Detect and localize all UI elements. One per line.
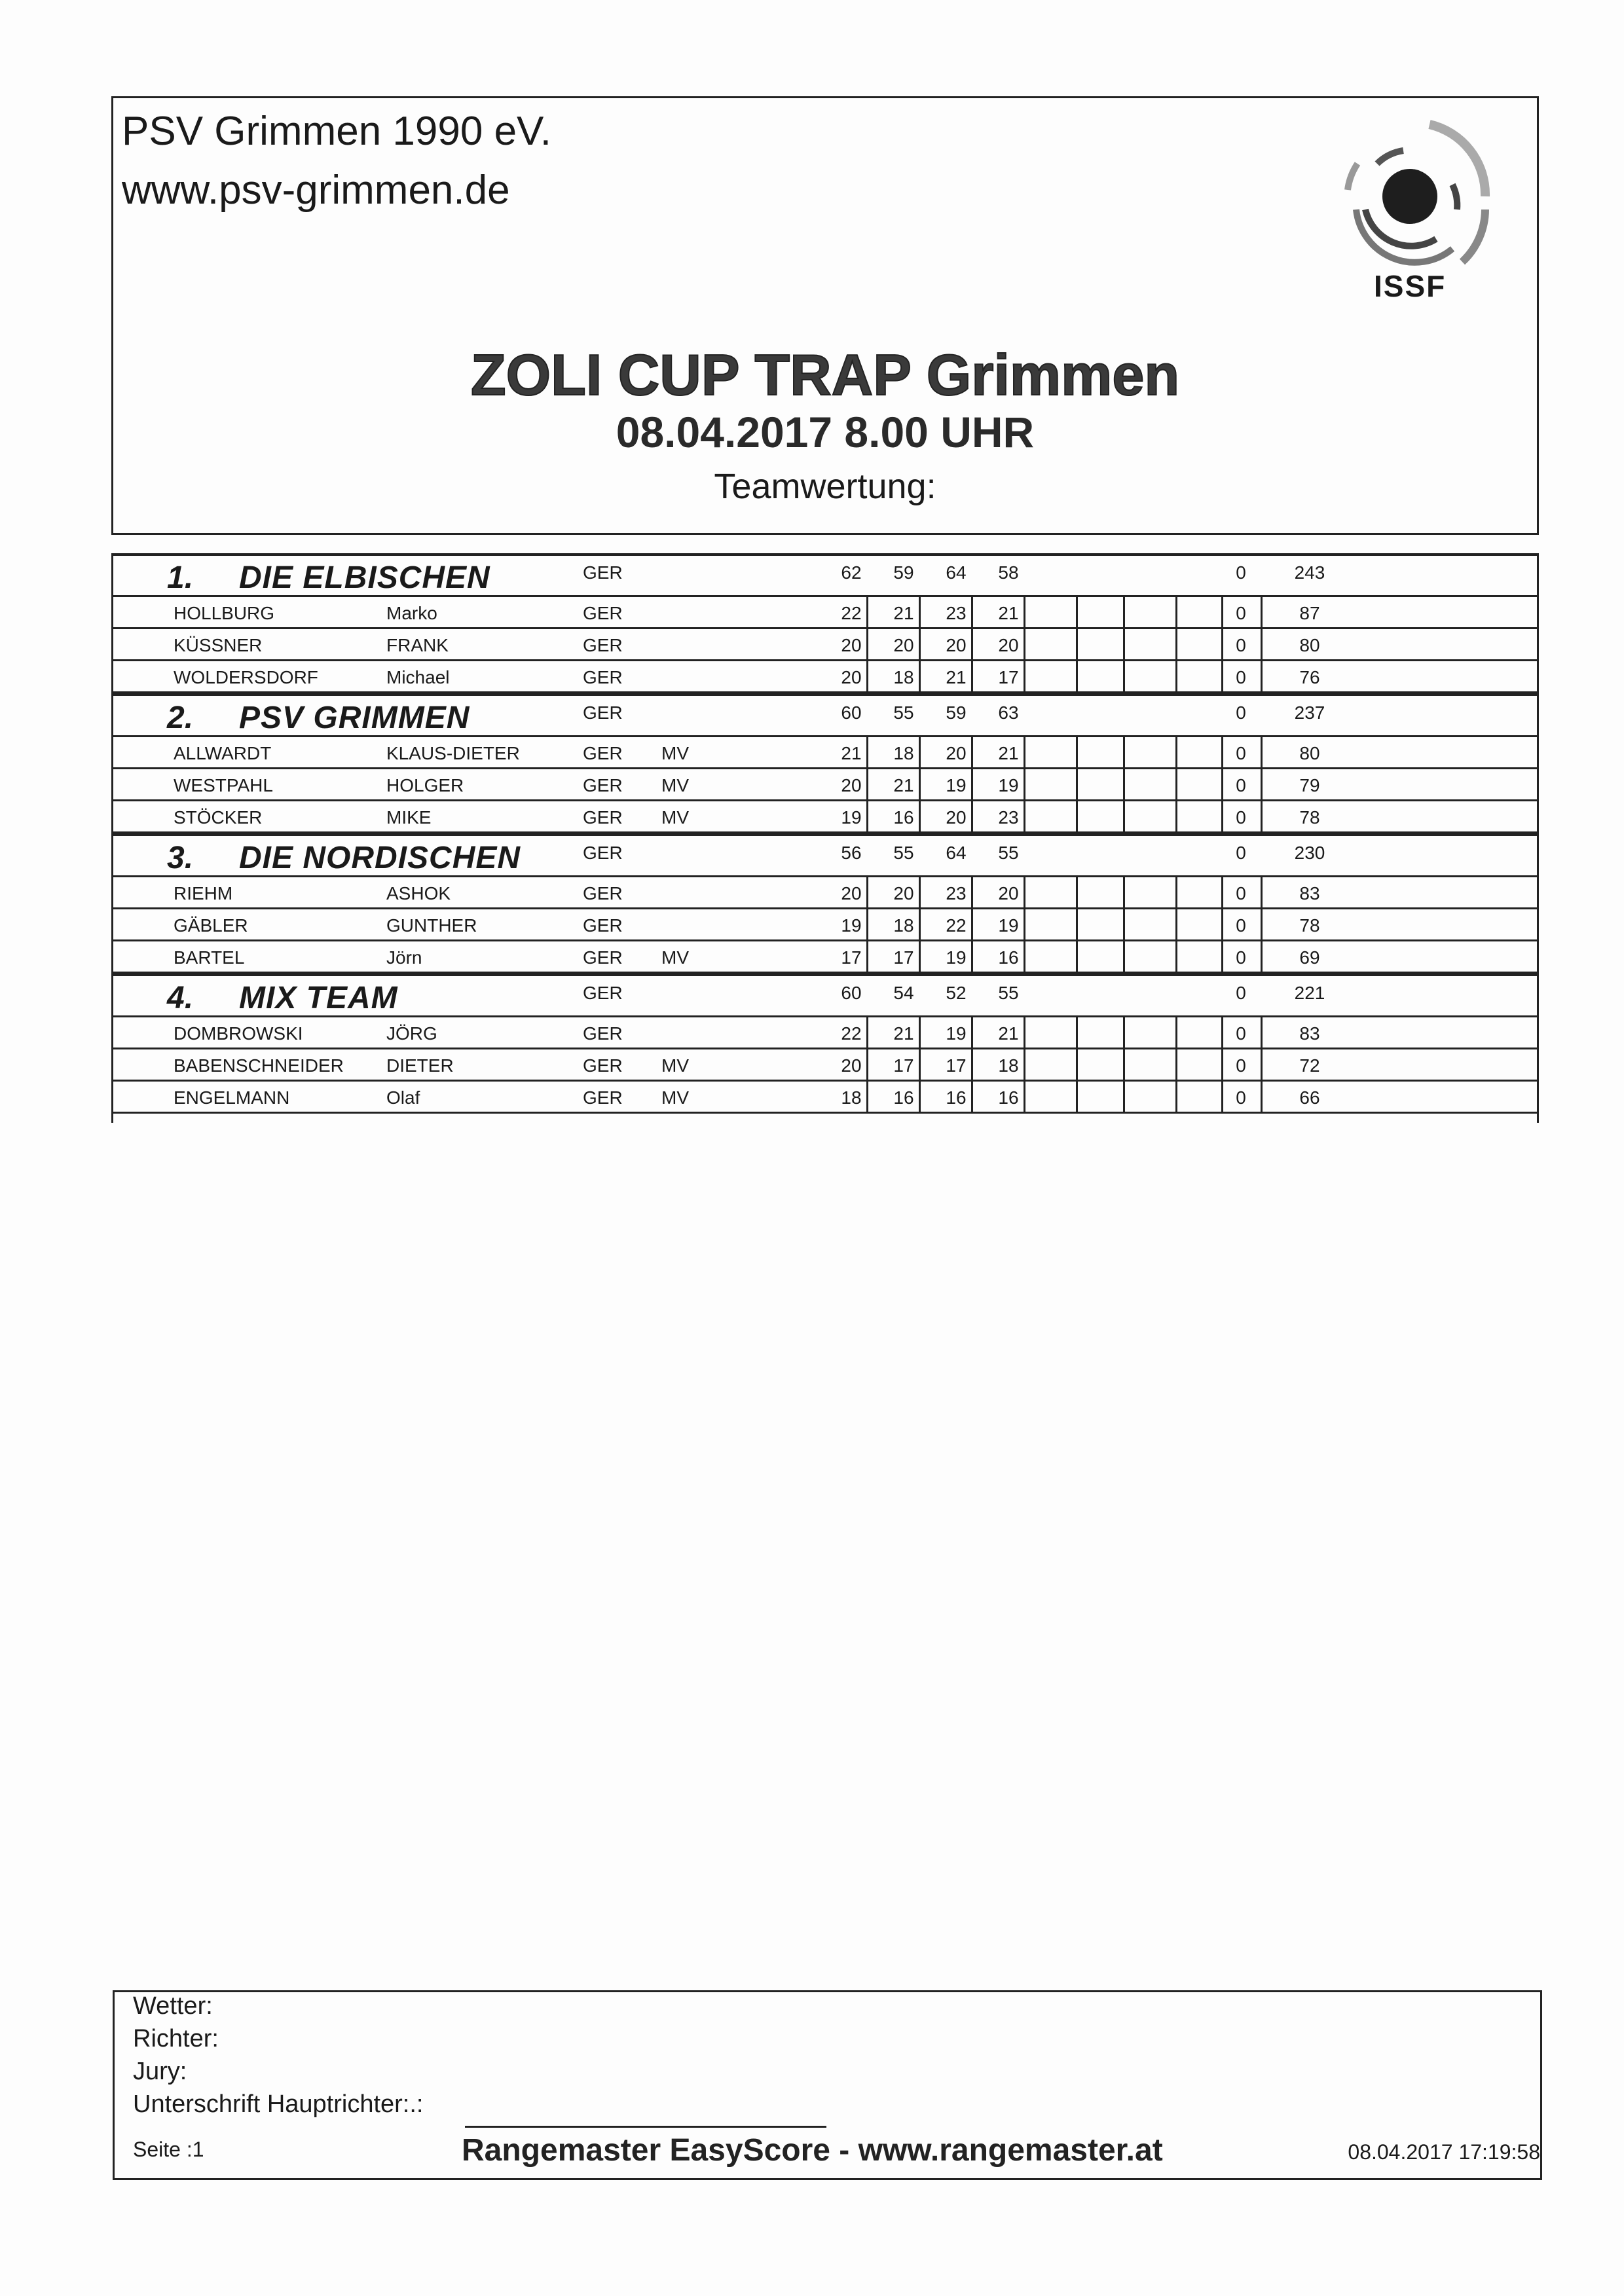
member-extra-score: 0 — [1236, 915, 1246, 936]
member-row — [111, 661, 1539, 693]
team-extra-score: 0 — [1236, 702, 1246, 723]
issf-logo-icon — [1338, 111, 1502, 282]
team-name: PSV GRIMMEN — [239, 701, 470, 735]
member-nation: GER — [583, 1023, 623, 1044]
member-row — [111, 1049, 1539, 1082]
grid-divider — [1221, 1017, 1223, 1048]
member-series-score: 21 — [998, 743, 1019, 763]
grid-divider — [919, 737, 921, 767]
team-row — [111, 833, 1539, 877]
member-first-name: DIETER — [386, 1055, 454, 1076]
member-series-score: 21 — [998, 603, 1019, 623]
member-extra-score: 0 — [1236, 743, 1246, 763]
member-series-score: 22 — [946, 915, 967, 936]
member-series-score: 17 — [893, 1055, 914, 1076]
team-series-score: 55 — [998, 843, 1019, 863]
member-last-name: WESTPAHL — [174, 775, 273, 795]
event-title: ZOLI CUP TRAP Grimmen — [470, 342, 1180, 407]
grid-divider — [866, 941, 868, 972]
grid-divider — [971, 629, 973, 659]
grid-divider — [1221, 1049, 1223, 1080]
member-first-name: KLAUS-DIETER — [386, 743, 520, 763]
member-total: 78 — [1299, 915, 1320, 936]
member-last-name: GÄBLER — [174, 915, 248, 936]
team-series-score: 55 — [893, 702, 914, 723]
grid-divider — [1175, 769, 1177, 799]
grid-divider — [866, 877, 868, 907]
page-number: Seite :1 — [133, 2138, 204, 2161]
member-nation: GER — [583, 667, 623, 687]
grid-divider — [1261, 877, 1263, 907]
member-series-score: 23 — [998, 807, 1019, 828]
grid-divider — [919, 909, 921, 939]
event-datetime: 08.04.2017 8.00 UHR — [616, 408, 1035, 456]
grid-divider — [1024, 801, 1025, 831]
club-name: PSV Grimmen 1990 eV. — [122, 109, 551, 154]
member-total: 83 — [1299, 883, 1320, 903]
member-series-score: 19 — [841, 915, 862, 936]
member-nation: GER — [583, 915, 623, 936]
jury-label: Jury: — [133, 2058, 187, 2085]
member-series-score: 20 — [841, 883, 862, 903]
member-series-score: 22 — [841, 1023, 862, 1044]
team-rank: 1. — [167, 560, 194, 595]
member-total: 66 — [1299, 1087, 1320, 1108]
grid-divider — [1221, 941, 1223, 972]
grid-divider — [866, 737, 868, 767]
member-row — [111, 877, 1539, 909]
member-row — [111, 1017, 1539, 1049]
member-region: MV — [661, 743, 689, 763]
signature-label: Unterschrift Hauptrichter:.: — [133, 2090, 424, 2118]
member-last-name: BARTEL — [174, 947, 245, 968]
grid-divider — [1076, 629, 1078, 659]
grid-divider — [919, 941, 921, 972]
member-extra-score: 0 — [1236, 1087, 1246, 1108]
grid-divider — [1261, 597, 1263, 627]
member-series-score: 18 — [841, 1087, 862, 1108]
member-series-score: 20 — [841, 667, 862, 687]
member-series-score: 20 — [998, 883, 1019, 903]
member-series-score: 19 — [841, 807, 862, 828]
grid-divider — [919, 769, 921, 799]
grid-divider — [1123, 1017, 1125, 1048]
member-last-name: DOMBROWSKI — [174, 1023, 303, 1044]
grid-divider — [1221, 877, 1223, 907]
member-extra-score: 0 — [1236, 775, 1246, 795]
member-row — [111, 801, 1539, 833]
grid-divider — [1221, 597, 1223, 627]
grid-divider — [1076, 737, 1078, 767]
team-series-score: 63 — [998, 702, 1019, 723]
team-series-score: 60 — [841, 702, 862, 723]
grid-divider — [1123, 597, 1125, 627]
member-series-score: 18 — [893, 667, 914, 687]
member-total: 83 — [1299, 1023, 1320, 1044]
member-region: MV — [661, 807, 689, 828]
member-total: 87 — [1299, 603, 1320, 623]
grid-divider — [971, 737, 973, 767]
member-extra-score: 0 — [1236, 807, 1246, 828]
member-series-score: 21 — [893, 603, 914, 623]
grid-divider — [919, 877, 921, 907]
member-total: 80 — [1299, 743, 1320, 763]
team-series-score: 59 — [946, 702, 967, 723]
member-last-name: RIEHM — [174, 883, 233, 903]
grid-divider — [971, 801, 973, 831]
grid-divider — [1024, 941, 1025, 972]
member-series-score: 21 — [893, 775, 914, 795]
member-series-score: 21 — [946, 667, 967, 687]
grid-divider — [1024, 909, 1025, 939]
member-series-score: 16 — [893, 807, 914, 828]
grid-divider — [1123, 941, 1125, 972]
grid-divider — [971, 941, 973, 972]
member-series-score: 20 — [841, 1055, 862, 1076]
footer-box — [113, 1990, 1542, 2180]
member-series-score: 20 — [946, 743, 967, 763]
member-nation: GER — [583, 603, 623, 623]
grid-divider — [1123, 877, 1125, 907]
member-total: 72 — [1299, 1055, 1320, 1076]
grid-divider — [866, 801, 868, 831]
member-row — [111, 941, 1539, 974]
grid-divider — [1221, 661, 1223, 691]
grid-divider — [919, 1049, 921, 1080]
member-series-score: 19 — [998, 915, 1019, 936]
member-series-score: 20 — [841, 635, 862, 655]
grid-divider — [1123, 629, 1125, 659]
team-series-score: 64 — [946, 843, 967, 863]
grid-divider — [1076, 661, 1078, 691]
member-series-score: 19 — [946, 1023, 967, 1044]
member-series-score: 20 — [946, 635, 967, 655]
member-series-score: 17 — [998, 667, 1019, 687]
member-series-score: 20 — [841, 775, 862, 795]
member-series-score: 17 — [841, 947, 862, 968]
team-name: DIE NORDISCHEN — [239, 841, 521, 875]
member-series-score: 22 — [841, 603, 862, 623]
grid-divider — [1123, 1049, 1125, 1080]
member-extra-score: 0 — [1236, 635, 1246, 655]
grid-divider — [1024, 769, 1025, 799]
member-series-score: 20 — [998, 635, 1019, 655]
grid-divider — [1123, 1082, 1125, 1112]
team-series-score: 58 — [998, 562, 1019, 583]
grid-divider — [1076, 1049, 1078, 1080]
member-region: MV — [661, 947, 689, 968]
team-series-score: 59 — [893, 562, 914, 583]
team-nation: GER — [583, 562, 623, 583]
grid-divider — [866, 1017, 868, 1048]
grid-divider — [1076, 769, 1078, 799]
member-first-name: HOLGER — [386, 775, 464, 795]
member-total: 78 — [1299, 807, 1320, 828]
member-series-score: 23 — [946, 883, 967, 903]
team-series-score: 54 — [893, 983, 914, 1003]
header-box — [111, 96, 1539, 535]
grid-divider — [1076, 801, 1078, 831]
results-table — [111, 553, 1539, 1114]
grid-divider — [919, 801, 921, 831]
member-first-name: Michael — [386, 667, 450, 687]
member-series-score: 16 — [998, 947, 1019, 968]
grid-divider — [971, 1082, 973, 1112]
grid-divider — [1076, 909, 1078, 939]
grid-divider — [1221, 769, 1223, 799]
grid-divider — [1024, 1049, 1025, 1080]
grid-divider — [866, 597, 868, 627]
team-series-score: 55 — [893, 843, 914, 863]
grid-divider — [1261, 801, 1263, 831]
member-series-score: 19 — [998, 775, 1019, 795]
member-first-name: MIKE — [386, 807, 432, 828]
grid-divider — [1261, 737, 1263, 767]
member-first-name: GUNTHER — [386, 915, 477, 936]
member-nation: GER — [583, 1055, 623, 1076]
team-name: DIE ELBISCHEN — [239, 560, 490, 595]
print-timestamp: 08.04.2017 17:19:58 — [1348, 2140, 1540, 2164]
team-series-score: 52 — [946, 983, 967, 1003]
grid-divider — [971, 909, 973, 939]
member-region: MV — [661, 775, 689, 795]
member-row — [111, 909, 1539, 941]
member-series-score: 21 — [893, 1023, 914, 1044]
team-nation: GER — [583, 843, 623, 863]
member-last-name: HOLLBURG — [174, 603, 275, 623]
member-series-score: 21 — [841, 743, 862, 763]
member-row — [111, 769, 1539, 801]
team-rank: 4. — [167, 981, 194, 1015]
grid-divider — [1261, 769, 1263, 799]
grid-divider — [1076, 941, 1078, 972]
team-total: 221 — [1294, 983, 1325, 1003]
member-last-name: ALLWARDT — [174, 743, 272, 763]
member-total: 69 — [1299, 947, 1320, 968]
member-first-name: Marko — [386, 603, 437, 623]
grid-divider — [1261, 1049, 1263, 1080]
grid-divider — [1175, 737, 1177, 767]
member-nation: GER — [583, 883, 623, 903]
team-extra-score: 0 — [1236, 843, 1246, 863]
grid-divider — [919, 597, 921, 627]
member-total: 80 — [1299, 635, 1320, 655]
team-rank: 3. — [167, 841, 194, 875]
grid-divider — [1024, 597, 1025, 627]
member-first-name: Olaf — [386, 1087, 420, 1108]
member-extra-score: 0 — [1236, 667, 1246, 687]
member-first-name: Jörn — [386, 947, 422, 968]
team-total: 237 — [1294, 702, 1325, 723]
grid-divider — [1221, 737, 1223, 767]
grid-divider — [971, 877, 973, 907]
event-subtitle: Teamwertung: — [714, 467, 936, 506]
member-extra-score: 0 — [1236, 1055, 1246, 1076]
team-row — [111, 553, 1539, 597]
grid-divider — [1123, 661, 1125, 691]
member-last-name: BABENSCHNEIDER — [174, 1055, 344, 1076]
member-series-score: 17 — [893, 947, 914, 968]
member-first-name: JÖRG — [386, 1023, 437, 1044]
grid-divider — [919, 1082, 921, 1112]
grid-divider — [866, 1082, 868, 1112]
grid-divider — [1175, 877, 1177, 907]
grid-divider — [1261, 629, 1263, 659]
grid-divider — [1175, 1082, 1177, 1112]
member-nation: GER — [583, 775, 623, 795]
grid-divider — [1261, 661, 1263, 691]
team-name: MIX TEAM — [239, 981, 398, 1015]
member-row — [111, 597, 1539, 629]
member-total: 79 — [1299, 775, 1320, 795]
grid-divider — [1123, 737, 1125, 767]
team-row — [111, 974, 1539, 1017]
member-series-score: 17 — [946, 1055, 967, 1076]
member-extra-score: 0 — [1236, 883, 1246, 903]
team-row — [111, 693, 1539, 737]
signature-line — [465, 2126, 826, 2128]
grid-divider — [1024, 661, 1025, 691]
member-nation: GER — [583, 1087, 623, 1108]
grid-divider — [971, 1017, 973, 1048]
team-series-score: 64 — [946, 562, 967, 583]
grid-divider — [1175, 941, 1177, 972]
grid-divider — [1221, 909, 1223, 939]
member-series-score: 16 — [946, 1087, 967, 1108]
member-nation: GER — [583, 635, 623, 655]
member-series-score: 23 — [946, 603, 967, 623]
member-last-name: ENGELMANN — [174, 1087, 290, 1108]
grid-divider — [919, 1017, 921, 1048]
team-extra-score: 0 — [1236, 562, 1246, 583]
member-series-score: 18 — [998, 1055, 1019, 1076]
member-extra-score: 0 — [1236, 603, 1246, 623]
member-series-score: 20 — [893, 883, 914, 903]
member-nation: GER — [583, 947, 623, 968]
team-total: 243 — [1294, 562, 1325, 583]
grid-divider — [866, 909, 868, 939]
team-rank: 2. — [167, 701, 194, 735]
grid-divider — [1024, 1082, 1025, 1112]
grid-divider — [1024, 629, 1025, 659]
grid-divider — [1076, 597, 1078, 627]
grid-divider — [1261, 1082, 1263, 1112]
team-nation: GER — [583, 702, 623, 723]
grid-divider — [1123, 801, 1125, 831]
grid-divider — [971, 1049, 973, 1080]
grid-divider — [1123, 909, 1125, 939]
grid-divider — [1076, 1017, 1078, 1048]
member-series-score: 21 — [998, 1023, 1019, 1044]
grid-divider — [1175, 909, 1177, 939]
member-row — [111, 629, 1539, 661]
grid-divider — [919, 629, 921, 659]
grid-divider — [1261, 941, 1263, 972]
member-nation: GER — [583, 807, 623, 828]
member-last-name: STÖCKER — [174, 807, 263, 828]
grid-divider — [1221, 1082, 1223, 1112]
member-region: MV — [661, 1087, 689, 1108]
grid-divider — [1175, 629, 1177, 659]
member-extra-score: 0 — [1236, 947, 1246, 968]
grid-divider — [1175, 1049, 1177, 1080]
team-series-score: 55 — [998, 983, 1019, 1003]
grid-divider — [1175, 1017, 1177, 1048]
team-series-score: 60 — [841, 983, 862, 1003]
grid-divider — [1175, 597, 1177, 627]
member-total: 76 — [1299, 667, 1320, 687]
grid-divider — [1076, 1082, 1078, 1112]
grid-divider — [1024, 1017, 1025, 1048]
team-series-score: 62 — [841, 562, 862, 583]
team-series-score: 56 — [841, 843, 862, 863]
grid-divider — [1024, 877, 1025, 907]
member-nation: GER — [583, 743, 623, 763]
judge-label: Richter: — [133, 2025, 219, 2052]
member-series-score: 19 — [946, 775, 967, 795]
grid-divider — [866, 1049, 868, 1080]
member-last-name: KÜSSNER — [174, 635, 263, 655]
member-series-score: 16 — [893, 1087, 914, 1108]
grid-divider — [1076, 877, 1078, 907]
grid-divider — [971, 661, 973, 691]
weather-label: Wetter: — [133, 1992, 213, 2020]
grid-divider — [1261, 909, 1263, 939]
grid-divider — [1175, 661, 1177, 691]
grid-divider — [1261, 1017, 1263, 1048]
team-extra-score: 0 — [1236, 983, 1246, 1003]
member-region: MV — [661, 1055, 689, 1076]
grid-divider — [866, 629, 868, 659]
grid-divider — [971, 597, 973, 627]
member-first-name: ASHOK — [386, 883, 451, 903]
member-row — [111, 1082, 1539, 1114]
grid-divider — [971, 769, 973, 799]
grid-divider — [1221, 801, 1223, 831]
member-row — [111, 737, 1539, 769]
grid-divider — [866, 769, 868, 799]
member-extra-score: 0 — [1236, 1023, 1246, 1044]
member-series-score: 20 — [946, 807, 967, 828]
team-nation: GER — [583, 983, 623, 1003]
team-total: 230 — [1294, 843, 1325, 863]
grid-divider — [1175, 801, 1177, 831]
logo-text: ISSF — [1374, 269, 1447, 303]
member-series-score: 18 — [893, 915, 914, 936]
member-series-score: 19 — [946, 947, 967, 968]
member-first-name: FRANK — [386, 635, 449, 655]
club-url: www.psv-grimmen.de — [122, 168, 510, 213]
grid-divider — [1123, 769, 1125, 799]
member-series-score: 18 — [893, 743, 914, 763]
software-credit: Rangemaster EasyScore - www.rangemaster.at — [462, 2133, 1163, 2168]
grid-divider — [1024, 737, 1025, 767]
grid-divider — [1221, 629, 1223, 659]
member-series-score: 16 — [998, 1087, 1019, 1108]
member-series-score: 20 — [893, 635, 914, 655]
grid-divider — [919, 661, 921, 691]
member-last-name: WOLDERSDORF — [174, 667, 318, 687]
grid-divider — [866, 661, 868, 691]
